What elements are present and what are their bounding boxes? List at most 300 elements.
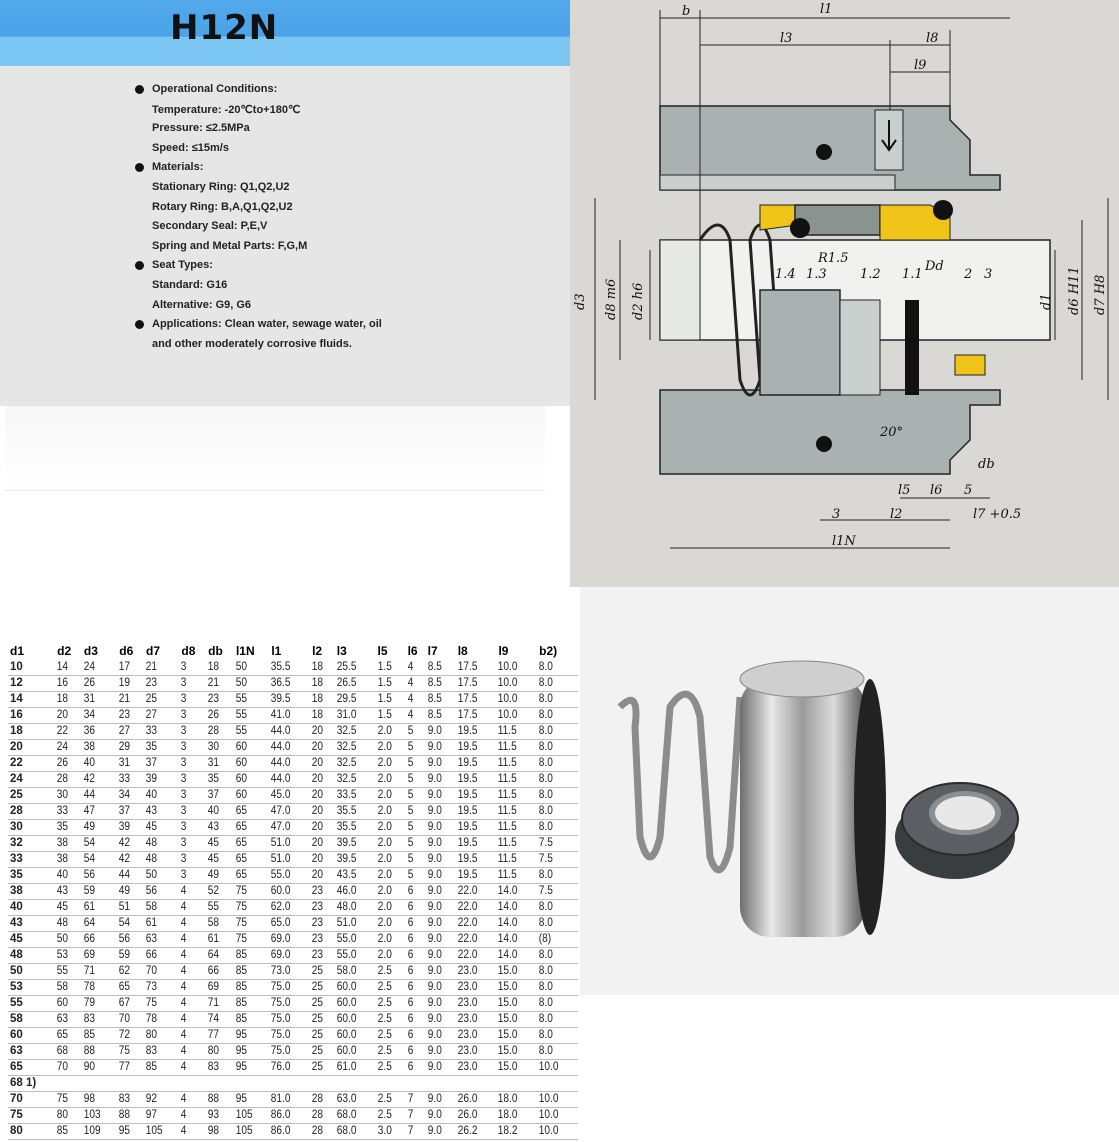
table-row [8, 1028, 578, 1044]
table-cell: 5 [406, 740, 424, 756]
table-cell: 9.0 [426, 756, 452, 772]
table-cell: 25 [310, 1012, 332, 1028]
table-cell: 17.5 [456, 708, 492, 724]
table-cell: 60 [234, 772, 265, 788]
table-cell: 1.5 [376, 660, 402, 676]
table-cell: 35.5 [335, 820, 371, 836]
table-cell: 69 [206, 980, 231, 996]
table-cell: 26 [206, 708, 231, 724]
table-cell: 62.0 [269, 900, 305, 916]
table-cell: 81.0 [269, 1092, 305, 1108]
table-cell: 66 [144, 948, 175, 964]
table-cell: 34 [82, 708, 113, 724]
table-cell: 64 [82, 916, 113, 932]
spec-item: Rotary Ring: B,A,Q1,Q2,U2 [152, 200, 293, 213]
table-cell: 3 [179, 660, 203, 676]
table-cell: 61 [144, 916, 175, 932]
table-cell [234, 1076, 265, 1092]
table-cell: 58 [206, 916, 231, 932]
table-cell: 72 [117, 1028, 141, 1044]
dim-dd: Dd [925, 259, 944, 274]
table-cell [406, 1076, 424, 1092]
table-cell: (8) [537, 932, 573, 948]
table-cell: 3 [179, 868, 203, 884]
row-key-cell: 18 [8, 724, 55, 740]
table-cell: 3 [179, 772, 203, 788]
table-cell [117, 1076, 141, 1092]
row-key-cell: 75 [8, 1108, 55, 1124]
table-cell: 7 [406, 1124, 424, 1140]
dim-l1: l1 [820, 2, 833, 17]
table-cell: 60.0 [335, 1028, 371, 1044]
table-cell: 9.0 [426, 884, 452, 900]
table-cell: 9.0 [426, 772, 452, 788]
table-cell [426, 1076, 452, 1092]
table-cell: 25 [310, 980, 332, 996]
table-cell: 48.0 [335, 900, 371, 916]
table-cell: 85 [55, 1124, 79, 1140]
row-key-cell: 24 [8, 772, 55, 788]
table-cell: 93 [206, 1108, 231, 1124]
row-key-cell: 45 [8, 932, 55, 948]
table-cell: 85 [82, 1028, 113, 1044]
table-cell: 6 [406, 900, 424, 916]
table-cell: 2.0 [376, 772, 402, 788]
table-cell: 2.0 [376, 932, 402, 948]
table-cell: 39 [117, 820, 141, 836]
table-cell: 18 [310, 660, 332, 676]
table-cell: 71 [206, 996, 231, 1012]
table-cell: 20 [310, 804, 332, 820]
dimensions-table [8, 636, 578, 1140]
table-cell [310, 1076, 332, 1092]
table-cell: 65 [55, 1028, 79, 1044]
table-cell: 36 [82, 724, 113, 740]
table-cell: 3.0 [376, 1124, 402, 1140]
table-cell: 22.0 [456, 948, 492, 964]
table-cell: 28 [55, 772, 79, 788]
table-cell: 75 [144, 996, 175, 1012]
table-cell: 19.5 [456, 740, 492, 756]
table-cell: 9.0 [426, 836, 452, 852]
table-cell: 20 [310, 772, 332, 788]
table-cell: 23.0 [456, 1060, 492, 1076]
table-cell: 45 [55, 900, 79, 916]
table-cell: 86.0 [269, 1108, 305, 1124]
table-row [8, 1108, 578, 1124]
table-cell: 6 [406, 1028, 424, 1044]
table-cell: 22.0 [456, 900, 492, 916]
table-cell [376, 1076, 402, 1092]
table-cell: 55.0 [335, 932, 371, 948]
table-cell: 95 [234, 1092, 265, 1108]
table-cell: 4 [179, 1012, 203, 1028]
row-key-cell: 48 [8, 948, 55, 964]
part-2: 2 [964, 267, 973, 282]
table-cell: 8.0 [537, 788, 573, 804]
table-cell: 14 [55, 660, 79, 676]
table-cell: 95 [234, 1060, 265, 1076]
column-header: d2 [57, 644, 72, 658]
table-cell: 31.0 [335, 708, 371, 724]
spec-item: Alternative: G9, G6 [152, 298, 252, 311]
table-cell: 49 [82, 820, 113, 836]
dim-d8: d8 m6 [604, 278, 619, 320]
table-cell: 9.0 [426, 932, 452, 948]
table-cell: 11.5 [496, 788, 532, 804]
table-cell: 55.0 [269, 868, 305, 884]
table-cell: 37 [206, 788, 231, 804]
table-row [8, 852, 578, 868]
table-cell: 42 [82, 772, 113, 788]
table-cell: 60.0 [335, 996, 371, 1012]
table-cell: 19.5 [456, 724, 492, 740]
dim-l5: l5 [898, 483, 911, 498]
table-cell: 19 [117, 676, 141, 692]
table-cell: 20 [310, 724, 332, 740]
table-cell: 75.0 [269, 1044, 305, 1060]
table-cell: 28 [310, 1092, 332, 1108]
row-key-cell: 28 [8, 804, 55, 820]
table-row [8, 724, 578, 740]
table-cell: 15.0 [496, 1028, 532, 1044]
seal-photo-image [580, 587, 1119, 995]
table-cell: 35 [144, 740, 175, 756]
table-cell: 2.0 [376, 788, 402, 804]
table-cell: 8.0 [537, 772, 573, 788]
table-cell: 8.0 [537, 980, 573, 996]
table-cell: 83 [144, 1044, 175, 1060]
table-cell: 20 [310, 820, 332, 836]
row-key-cell: 14 [8, 692, 55, 708]
table-cell: 11.5 [496, 852, 532, 868]
spec-item: and other moderately corrosive fluids. [152, 337, 352, 350]
table-cell: 32.5 [335, 772, 371, 788]
table-cell: 55.0 [335, 948, 371, 964]
table-cell: 60.0 [335, 1012, 371, 1028]
table-cell: 44 [82, 788, 113, 804]
table-cell: 3 [179, 692, 203, 708]
table-cell: 63 [55, 1012, 79, 1028]
table-cell: 8.0 [537, 804, 573, 820]
table-cell: 19.5 [456, 804, 492, 820]
table-cell: 85 [234, 964, 265, 980]
spec-item: Spring and Metal Parts: F,G,M [152, 239, 308, 252]
table-cell: 85 [144, 1060, 175, 1076]
table-cell: 30 [206, 740, 231, 756]
table-cell: 50 [234, 660, 265, 676]
table-cell: 7.5 [537, 852, 573, 868]
table-cell: 20 [310, 852, 332, 868]
table-cell: 51 [117, 900, 141, 916]
table-cell: 4 [179, 932, 203, 948]
table-cell: 58 [55, 980, 79, 996]
table-cell: 65.0 [269, 916, 305, 932]
column-header: d8 [181, 644, 196, 658]
spec-panel [0, 66, 575, 406]
table-row [8, 900, 578, 916]
table-cell: 9.0 [426, 1028, 452, 1044]
table-cell: 55 [206, 900, 231, 916]
table-cell: 63.0 [335, 1092, 371, 1108]
table-row [8, 1060, 578, 1076]
table-cell: 66 [82, 932, 113, 948]
table-cell: 41.0 [269, 708, 305, 724]
table-cell: 4 [179, 980, 203, 996]
table-cell: 29.5 [335, 692, 371, 708]
table-cell: 105 [234, 1124, 265, 1140]
technical-drawing [570, 0, 1119, 587]
column-header: l7 [427, 644, 438, 658]
row-key-cell: 33 [8, 852, 55, 868]
table-cell: 5 [406, 868, 424, 884]
table-cell: 65 [234, 836, 265, 852]
table-cell: 26.2 [456, 1124, 492, 1140]
table-cell: 8.0 [537, 916, 573, 932]
table-cell: 52 [206, 884, 231, 900]
table-cell: 9.0 [426, 1060, 452, 1076]
table-cell: 20 [55, 708, 79, 724]
table-cell: 20 [310, 740, 332, 756]
table-cell: 65 [117, 980, 141, 996]
table-cell: 39.5 [335, 852, 371, 868]
spec-heading: Seat Types: [152, 259, 213, 272]
table-cell: 78 [82, 980, 113, 996]
row-key-cell: 40 [8, 900, 55, 916]
table-cell: 26 [55, 756, 79, 772]
table-row [8, 756, 578, 772]
table-cell: 14.0 [496, 932, 532, 948]
table-cell: 50 [55, 932, 79, 948]
table-cell: 6 [406, 996, 424, 1012]
table-cell: 6 [406, 948, 424, 964]
column-header: l1N [235, 644, 255, 658]
table-cell: 2.5 [376, 1028, 402, 1044]
table-cell: 37 [117, 804, 141, 820]
table-row [8, 932, 578, 948]
table-cell: 9.0 [426, 1044, 452, 1060]
dim-l8: l8 [926, 31, 939, 46]
table-cell: 55 [55, 964, 79, 980]
row-key-cell: 50 [8, 964, 55, 980]
table-row [8, 740, 578, 756]
table-cell [496, 1076, 532, 1092]
table-cell: 42 [117, 836, 141, 852]
row-key-cell: 68 1) [8, 1076, 55, 1092]
table-cell [144, 1076, 175, 1092]
table-cell: 60 [234, 740, 265, 756]
table-cell: 60 [55, 996, 79, 1012]
table-cell: 14.0 [496, 948, 532, 964]
table-cell: 75 [234, 916, 265, 932]
table-cell: 23 [117, 708, 141, 724]
table-cell: 65 [234, 804, 265, 820]
table-cell: 1.5 [376, 708, 402, 724]
dim-l1n: l1N [832, 534, 856, 549]
table-cell: 8.0 [537, 1012, 573, 1028]
table-cell: 83 [117, 1092, 141, 1108]
table-cell: 5 [406, 820, 424, 836]
table-cell: 70 [55, 1060, 79, 1076]
table-cell: 4 [179, 900, 203, 916]
table-cell: 9.0 [426, 724, 452, 740]
table-cell: 44.0 [269, 724, 305, 740]
table-cell: 26 [82, 676, 113, 692]
table-cell: 43 [55, 884, 79, 900]
table-cell: 22.0 [456, 932, 492, 948]
table-cell: 69 [82, 948, 113, 964]
table-cell: 51.0 [269, 852, 305, 868]
table-cell: 25 [144, 692, 175, 708]
row-key-cell: 12 [8, 676, 55, 692]
column-header: l8 [457, 644, 468, 658]
table-cell: 15.0 [496, 1044, 532, 1060]
table-cell: 75.0 [269, 996, 305, 1012]
table-cell: 75.0 [269, 1012, 305, 1028]
table-cell: 23.0 [456, 980, 492, 996]
table-cell: 70 [117, 1012, 141, 1028]
table-cell: 38 [82, 740, 113, 756]
spec-heading: Applications: Clean water, sewage water, oil [152, 318, 382, 331]
table-cell: 23.0 [456, 964, 492, 980]
table-cell: 43 [206, 820, 231, 836]
table-cell: 10.0 [537, 1060, 573, 1076]
table-cell: 2.5 [376, 1044, 402, 1060]
table-cell: 2.5 [376, 1092, 402, 1108]
table-cell: 50 [234, 676, 265, 692]
table-cell: 42 [117, 852, 141, 868]
table-cell: 2.5 [376, 980, 402, 996]
table-cell: 3 [179, 740, 203, 756]
table-cell: 7.5 [537, 836, 573, 852]
table-cell: 9.0 [426, 820, 452, 836]
table-cell: 23 [310, 932, 332, 948]
table-cell: 9.0 [426, 964, 452, 980]
column-header: db [208, 644, 223, 658]
table-cell: 22 [55, 724, 79, 740]
table-cell: 88 [117, 1108, 141, 1124]
spec-panel-shadow [5, 406, 545, 491]
table-cell: 3 [179, 804, 203, 820]
table-cell: 8.0 [537, 708, 573, 724]
row-key-cell: 63 [8, 1044, 55, 1060]
table-cell: 10.0 [496, 692, 532, 708]
table-cell: 31 [117, 756, 141, 772]
table-cell: 20 [310, 788, 332, 804]
table-cell: 109 [82, 1124, 113, 1140]
table-cell: 18.2 [496, 1124, 532, 1140]
table-cell: 15.0 [496, 1012, 532, 1028]
table-cell: 18 [206, 660, 231, 676]
table-cell: 68 [55, 1044, 79, 1060]
table-cell: 33 [144, 724, 175, 740]
table-row [8, 708, 578, 724]
table-cell: 55 [234, 724, 265, 740]
spec-heading: Operational Conditions: [152, 83, 278, 95]
table-cell: 58 [144, 900, 175, 916]
table-cell: 74 [206, 1012, 231, 1028]
table-cell: 71 [82, 964, 113, 980]
table-cell: 35 [55, 820, 79, 836]
table-cell: 46.0 [335, 884, 371, 900]
table-row [8, 884, 578, 900]
table-cell: 7 [406, 1092, 424, 1108]
table-cell: 85 [234, 996, 265, 1012]
table-cell: 4 [179, 1060, 203, 1076]
table-row [8, 676, 578, 692]
table-cell: 26.0 [456, 1108, 492, 1124]
table-cell: 80 [206, 1044, 231, 1060]
table-cell: 38 [55, 836, 79, 852]
table-row [8, 1012, 578, 1028]
table-cell: 17 [117, 660, 141, 676]
table-cell: 11.5 [496, 868, 532, 884]
table-header-row [8, 636, 578, 660]
table-cell: 4 [179, 948, 203, 964]
table-cell: 76.0 [269, 1060, 305, 1076]
table-cell: 8.5 [426, 676, 452, 692]
table-cell: 61 [206, 932, 231, 948]
product-title: H12N [170, 8, 279, 48]
table-cell: 9.0 [426, 996, 452, 1012]
table-cell: 18 [310, 676, 332, 692]
table-cell: 29 [117, 740, 141, 756]
table-cell: 9.0 [426, 948, 452, 964]
table-cell: 25.5 [335, 660, 371, 676]
table-cell: 54 [82, 836, 113, 852]
table-cell: 77 [206, 1028, 231, 1044]
table-cell: 3 [179, 724, 203, 740]
table-cell: 9.0 [426, 868, 452, 884]
table-cell: 79 [82, 996, 113, 1012]
table-cell: 9.0 [426, 980, 452, 996]
table-cell: 20 [310, 756, 332, 772]
table-cell: 19.5 [456, 788, 492, 804]
table-cell: 28 [206, 724, 231, 740]
dim-d1: d1 [1039, 293, 1054, 310]
angle-20: 20° [880, 425, 904, 440]
table-cell: 75 [55, 1092, 79, 1108]
row-key-cell: 55 [8, 996, 55, 1012]
column-header: b2) [539, 644, 558, 658]
table-cell: 45 [206, 836, 231, 852]
table-cell: 2.0 [376, 868, 402, 884]
table-cell: 80 [144, 1028, 175, 1044]
table-cell: 6 [406, 1060, 424, 1076]
spec-heading: Materials: [152, 161, 204, 174]
table-cell: 3 [179, 788, 203, 804]
table-cell: 3 [179, 708, 203, 724]
table-cell: 85 [234, 980, 265, 996]
table-cell: 69.0 [269, 932, 305, 948]
dim-l6: l6 [930, 483, 943, 498]
table-cell: 25 [310, 996, 332, 1012]
column-header: d3 [83, 644, 98, 658]
table-cell: 10.0 [496, 660, 532, 676]
table-cell: 43.5 [335, 868, 371, 884]
dim-l3: l3 [780, 31, 793, 46]
table-cell: 15.0 [496, 996, 532, 1012]
table-cell: 54 [82, 852, 113, 868]
table-cell [335, 1076, 371, 1092]
dim-l9: l9 [914, 58, 927, 73]
table-cell: 6 [406, 884, 424, 900]
table-row [8, 772, 578, 788]
table-cell: 4 [179, 884, 203, 900]
table-cell: 35.5 [335, 804, 371, 820]
table-cell: 8.0 [537, 1028, 573, 1044]
table-cell: 66 [206, 964, 231, 980]
